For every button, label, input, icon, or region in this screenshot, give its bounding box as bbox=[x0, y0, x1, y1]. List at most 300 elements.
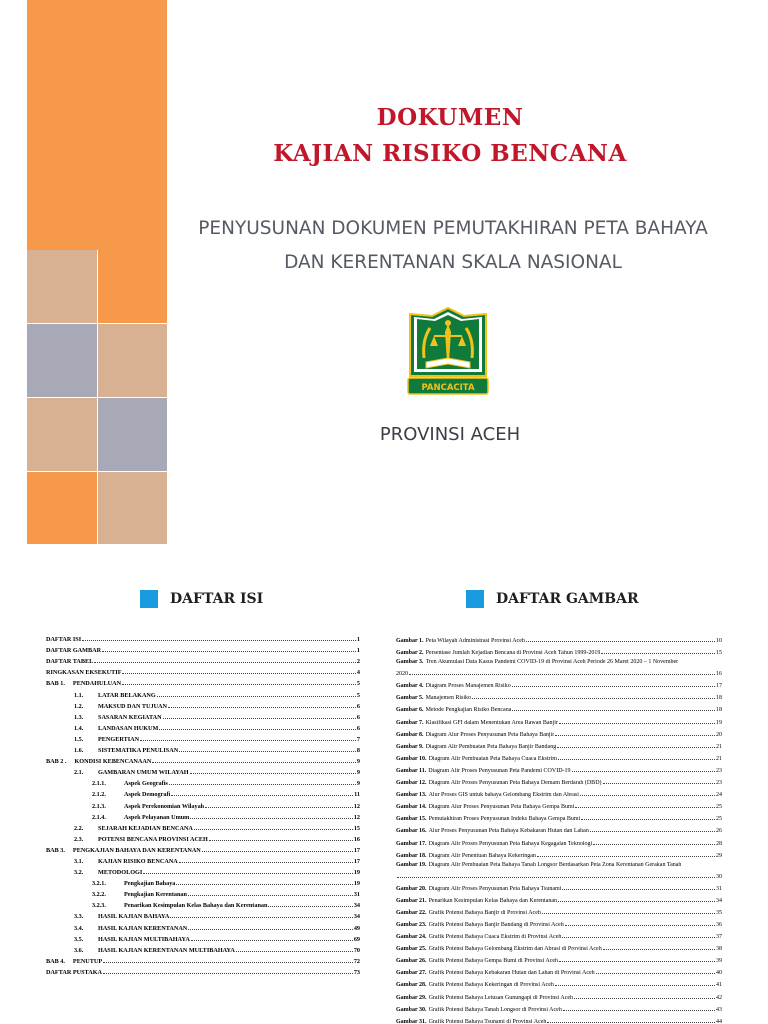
toc-entry-page: 17 bbox=[353, 857, 360, 865]
figure-caption: Grafik Potensi Bahaya Tanah Longsor di Provinsi Aceh bbox=[428, 1006, 562, 1013]
toc-entry-page: 5 bbox=[356, 691, 360, 699]
figure-caption: Diagram Alir Pembuatan Peta Bahaya Tanah Longsor Berdasarkan Peta Zona Kerentanan Gerakan Tanah bbox=[428, 861, 682, 868]
figure-page: 23 bbox=[716, 767, 722, 774]
dot-leader bbox=[397, 877, 715, 878]
figure-entry[interactable] bbox=[396, 1013, 722, 1024]
figure-page: 41 bbox=[716, 982, 722, 989]
figure-page: 15 bbox=[716, 650, 722, 657]
figure-caption: Grafik Potensi Bahaya Kekeringan di Provinsi Aceh bbox=[428, 982, 554, 989]
toc-entry[interactable] bbox=[46, 965, 360, 976]
figure-page: 23 bbox=[716, 780, 722, 787]
toc-entry[interactable] bbox=[46, 920, 360, 931]
figure-page: 35 bbox=[716, 909, 722, 916]
toc-entry-page: 15 bbox=[353, 824, 360, 832]
dot-leader bbox=[163, 718, 356, 719]
daftar-isi-heading bbox=[140, 590, 263, 608]
figure-page: 26 bbox=[716, 828, 722, 835]
figure-label: Gambar 26. bbox=[396, 958, 427, 965]
figure-label: Gambar 2. bbox=[396, 650, 424, 657]
dot-leader bbox=[601, 653, 715, 654]
dot-leader bbox=[562, 937, 715, 938]
dot-leader bbox=[159, 729, 356, 730]
toc-entry-number: 3.2. bbox=[74, 869, 84, 877]
dot-leader bbox=[82, 640, 356, 641]
figure-label: Gambar 25. bbox=[396, 946, 427, 953]
dot-leader bbox=[94, 662, 356, 663]
figure-label: Gambar 8. bbox=[396, 731, 424, 738]
figure-caption: Diagram Alir Penentuan Bahaya Kekeringan bbox=[428, 852, 536, 859]
toc-entry-page: 72 bbox=[353, 957, 360, 965]
toc-entry-label: DAFTAR ISI bbox=[46, 636, 82, 644]
figure-entry[interactable] bbox=[396, 726, 722, 738]
dot-leader bbox=[603, 783, 715, 784]
toc-entry-label: LATAR BELAKANG bbox=[98, 691, 156, 699]
dot-leader bbox=[575, 807, 715, 808]
figure-entry[interactable] bbox=[396, 952, 722, 964]
table-of-contents bbox=[46, 632, 360, 976]
dot-leader bbox=[565, 925, 715, 926]
figure-caption-continued: 2020 bbox=[396, 671, 408, 678]
toc-entry[interactable] bbox=[46, 732, 360, 743]
figure-label: Gambar 5. bbox=[396, 695, 424, 702]
toc-entry[interactable] bbox=[46, 687, 360, 698]
figure-caption: Persentase Jumlah Kejadian Bencana di Provinsi Aceh Tahun 1999-2019 bbox=[425, 650, 601, 657]
toc-entry-page: 12 bbox=[353, 813, 360, 821]
toc-entry-label: GAMBARAN UMUM WILAYAH bbox=[98, 769, 189, 777]
toc-entry[interactable] bbox=[46, 810, 360, 821]
toc-entry-label: MAKSUD DAN TUJUAN bbox=[98, 702, 167, 710]
dot-leader bbox=[409, 674, 715, 675]
toc-entry-page: 6 bbox=[356, 713, 360, 721]
figure-caption: Diagram Alir Proses Penyusunan Peta Bahaya Kegagalan Teknologi bbox=[428, 840, 593, 847]
dot-leader bbox=[179, 862, 353, 863]
figure-entry[interactable] bbox=[396, 750, 722, 762]
figure-entry[interactable] bbox=[396, 822, 722, 834]
toc-entry-number: 1.6. bbox=[74, 747, 84, 755]
toc-entry-page: 49 bbox=[353, 924, 360, 932]
dot-leader bbox=[593, 844, 715, 845]
toc-entry-page: 1 bbox=[356, 636, 360, 644]
dot-leader bbox=[122, 673, 355, 674]
dot-leader bbox=[580, 795, 715, 796]
dot-leader bbox=[194, 829, 353, 830]
dot-leader bbox=[171, 795, 353, 796]
toc-entry[interactable] bbox=[46, 676, 360, 687]
figure-entry[interactable] bbox=[396, 632, 722, 644]
toc-entry-number: 3.1. bbox=[74, 857, 84, 865]
dot-leader bbox=[542, 913, 715, 914]
toc-entry-label: HASIL KAJIAN KERENTANAN bbox=[98, 924, 188, 932]
toc-entry-number: 2.1.4. bbox=[92, 813, 106, 821]
figure-caption: Tren Akumulasi Data Kasus Pandemi COVID-19 di Provinsi Aceh Periode 26 Maret 2020 – 1 November bbox=[425, 659, 679, 666]
toc-entry[interactable] bbox=[46, 865, 360, 876]
toc-entry-label: Aspek Demografi bbox=[124, 791, 171, 799]
dot-leader bbox=[559, 723, 715, 724]
toc-entry-number: 3.2.2. bbox=[92, 891, 106, 899]
dot-leader bbox=[558, 759, 715, 760]
toc-entry-page: 16 bbox=[353, 835, 360, 843]
toc-entry[interactable] bbox=[46, 665, 360, 676]
figure-caption: Grafik Potensi Bahaya Cuaca Ekstrim di Provinsi Aceh bbox=[428, 934, 562, 941]
toc-entry-label: RINGKASAN EKSEKUTIF bbox=[46, 669, 122, 677]
toc-entry-number: 2.1.3. bbox=[92, 802, 106, 810]
figure-page: 37 bbox=[716, 934, 722, 941]
figure-label: Gambar 10. bbox=[396, 755, 427, 762]
dot-leader bbox=[102, 651, 356, 652]
figure-page: 17 bbox=[716, 683, 722, 690]
dot-leader bbox=[581, 819, 715, 820]
deco-tile-grey bbox=[98, 398, 167, 471]
figure-entry[interactable] bbox=[396, 644, 722, 656]
toc-entry-label: HASIL KAJIAN BAHAYA bbox=[98, 913, 170, 921]
dot-leader bbox=[574, 998, 715, 999]
toc-entry-number: 3.2.3. bbox=[92, 902, 106, 910]
figure-entry[interactable] bbox=[396, 798, 722, 810]
toc-entry-label: Aspek Geografis bbox=[124, 780, 168, 788]
figure-page: 42 bbox=[716, 994, 722, 1001]
figure-caption: Diagram Alir Pembuatan Peta Bahaya Banjir Bandang bbox=[425, 743, 557, 750]
toc-entry-page: 12 bbox=[353, 802, 360, 810]
dot-leader bbox=[168, 707, 356, 708]
figure-label: Gambar 30. bbox=[396, 1006, 427, 1013]
toc-entry-number: 2.3. bbox=[74, 835, 84, 843]
toc-entry-number: 3.3. bbox=[74, 913, 84, 921]
toc-entry-label: SISTEMATIKA PENULISAN bbox=[98, 747, 179, 755]
toc-entry-page: 9 bbox=[356, 769, 360, 777]
dot-leader bbox=[179, 751, 356, 752]
toc-entry[interactable] bbox=[46, 643, 360, 654]
figure-entry[interactable] bbox=[396, 988, 722, 1000]
dot-leader bbox=[472, 698, 715, 699]
toc-entry-label: DAFTAR PUSTAKA bbox=[46, 968, 102, 976]
figure-page: 30 bbox=[716, 873, 722, 880]
toc-entry-label: KAJIAN RISIKO BENCANA bbox=[98, 857, 178, 865]
figure-entry[interactable] bbox=[396, 713, 722, 725]
dot-leader bbox=[140, 740, 356, 741]
toc-entry[interactable] bbox=[46, 832, 360, 843]
toc-entry[interactable] bbox=[46, 765, 360, 776]
dot-leader bbox=[143, 873, 353, 874]
toc-entry[interactable] bbox=[46, 754, 360, 765]
toc-entry[interactable] bbox=[46, 699, 360, 710]
toc-entry-label: HASIL KAJIAN MULTIBAHAYA bbox=[98, 935, 190, 943]
figure-caption: Diagram Alur Proses Penyusunan Peta Bahaya Gempa Bumi bbox=[428, 804, 575, 811]
dot-leader bbox=[103, 962, 353, 963]
figure-entry[interactable] bbox=[396, 916, 722, 928]
figure-label: Gambar 13. bbox=[396, 792, 427, 799]
dot-leader bbox=[559, 961, 715, 962]
figure-label: Gambar 24. bbox=[396, 934, 427, 941]
figure-label: Gambar 14. bbox=[396, 804, 427, 811]
dot-leader bbox=[152, 762, 356, 763]
figure-caption: Grafik Potensi Bahaya Banjir Bandang di Provinsi Aceh bbox=[428, 921, 564, 928]
figure-label: Gambar 1. bbox=[396, 638, 424, 645]
toc-entry[interactable] bbox=[46, 743, 360, 754]
figure-page: 38 bbox=[716, 946, 722, 953]
figure-page: 21 bbox=[716, 755, 722, 762]
toc-entry[interactable] bbox=[46, 898, 360, 909]
toc-entry[interactable] bbox=[46, 787, 360, 798]
figure-entry[interactable] bbox=[396, 880, 722, 892]
figure-label: Gambar 11. bbox=[396, 767, 427, 774]
figure-label: Gambar 19. bbox=[396, 861, 427, 868]
toc-entry[interactable] bbox=[46, 843, 360, 854]
toc-entry-page: 6 bbox=[356, 702, 360, 710]
dot-leader bbox=[512, 710, 715, 711]
toc-entry-page: 7 bbox=[356, 735, 360, 743]
figure-entry[interactable] bbox=[396, 976, 722, 988]
figure-entry[interactable] bbox=[396, 847, 722, 859]
toc-entry-label: DAFTAR GAMBAR bbox=[46, 647, 102, 655]
figure-caption: Klasifikasi GFI dalam Menentukan Area Rawan Banjir bbox=[425, 719, 558, 726]
section-square-icon bbox=[140, 590, 158, 608]
toc-entry-label: POTENSI BENCANA PROVINSI ACEH bbox=[98, 835, 208, 843]
dot-leader bbox=[170, 917, 352, 918]
figure-page: 25 bbox=[716, 816, 722, 823]
toc-entry-number: 3.2.1. bbox=[92, 880, 106, 888]
deco-tile-tan bbox=[98, 472, 167, 544]
toc-entry-label: PENGKAJIAN BAHAYA DAN KERENTANAN bbox=[72, 846, 201, 854]
figure-label: Gambar 12. bbox=[396, 780, 427, 787]
figure-caption: Diagram Alir Proses Penyusunan Peta Pandemi COVID-19 bbox=[428, 767, 571, 774]
figure-entry[interactable] bbox=[396, 738, 722, 750]
toc-entry-number: 2.2. bbox=[74, 824, 84, 832]
figure-label: Gambar 27. bbox=[396, 970, 427, 977]
figure-caption: Diagram Alir Proses Penyusunan Peta Bahaya Demam Berdarah (DBD) bbox=[428, 780, 602, 787]
figure-entry[interactable] bbox=[396, 701, 722, 713]
toc-entry-number: 1.3. bbox=[74, 713, 84, 721]
figure-page: 18 bbox=[716, 695, 722, 702]
dot-leader bbox=[188, 895, 353, 896]
figure-page: 29 bbox=[716, 852, 722, 859]
dot-leader bbox=[572, 771, 715, 772]
deco-tile-tan bbox=[27, 250, 97, 323]
toc-entry[interactable] bbox=[46, 776, 360, 787]
toc-entry-page: 11 bbox=[354, 791, 360, 799]
dot-leader bbox=[190, 773, 356, 774]
figure-page: 16 bbox=[716, 671, 722, 678]
figure-caption: Alur Proses GIS untuk bahaya Gelombang Ekstrim dan Abrasi bbox=[428, 792, 579, 799]
toc-entry-number: 3.6. bbox=[74, 946, 84, 954]
figure-caption: Grafik Potensi Bahaya Letusan Gunungapi di Provinsi Aceh bbox=[428, 994, 574, 1001]
toc-entry-page: 19 bbox=[353, 869, 360, 877]
toc-entry-label: DAFTAR TABEL bbox=[46, 658, 94, 666]
dot-leader bbox=[188, 929, 353, 930]
figure-entry[interactable] bbox=[396, 810, 722, 822]
toc-entry[interactable] bbox=[46, 932, 360, 943]
figure-entry[interactable] bbox=[396, 904, 722, 916]
figure-page: 28 bbox=[716, 840, 722, 847]
figure-entry[interactable] bbox=[396, 859, 722, 880]
toc-entry[interactable] bbox=[46, 821, 360, 832]
toc-entry[interactable] bbox=[46, 654, 360, 665]
figure-entry[interactable] bbox=[396, 1001, 722, 1013]
figure-entry[interactable] bbox=[396, 774, 722, 786]
toc-entry[interactable] bbox=[46, 721, 360, 732]
figure-page: 20 bbox=[716, 731, 722, 738]
toc-entry-number: 1.5. bbox=[74, 735, 84, 743]
figure-page: 39 bbox=[716, 958, 722, 965]
dot-leader bbox=[191, 940, 353, 941]
figure-entry[interactable] bbox=[396, 689, 722, 701]
deco-tile-tan bbox=[98, 324, 167, 397]
figure-page: 31 bbox=[716, 885, 722, 892]
toc-entry-number: 2.1.1. bbox=[92, 780, 106, 788]
figure-label: Gambar 23. bbox=[396, 921, 427, 928]
toc-entry-number: BAB 4. bbox=[46, 957, 65, 965]
dot-leader bbox=[190, 818, 352, 819]
daftar-gambar-heading bbox=[466, 590, 639, 608]
deco-tile-grey bbox=[27, 324, 97, 397]
toc-entry-label: SEJARAH KEJADIAN BENCANA bbox=[98, 824, 193, 832]
figure-label: Gambar 22. bbox=[396, 909, 427, 916]
figure-entry[interactable] bbox=[396, 964, 722, 976]
figure-label: Gambar 7. bbox=[396, 719, 424, 726]
toc-entry-number: 1.2. bbox=[74, 702, 84, 710]
daftar-isi-title: DAFTAR ISI bbox=[170, 591, 264, 607]
figure-page: 40 bbox=[716, 970, 722, 977]
toc-entry-page: 31 bbox=[353, 891, 360, 899]
figure-caption: Grafik Potensi Bahaya Tsunami di Provinsi Aceh bbox=[428, 1018, 547, 1024]
dot-leader bbox=[555, 735, 715, 736]
figure-page: 24 bbox=[716, 792, 722, 799]
toc-entry[interactable] bbox=[46, 887, 360, 898]
figure-entry[interactable] bbox=[396, 656, 722, 677]
toc-entry-page: 70 bbox=[353, 946, 360, 954]
toc-entry-page: 5 bbox=[356, 680, 360, 688]
figure-caption: Alur Proses Penyusunan Peta Bahaya Kebakaran Hutan dan Lahan bbox=[428, 828, 589, 835]
figure-label: Gambar 15. bbox=[396, 816, 427, 823]
figure-label: Gambar 21. bbox=[396, 897, 427, 904]
figure-page: 10 bbox=[716, 638, 722, 645]
document-subtitle-line1: PENYUSUNAN DOKUMEN PEMUTAKHIRAN PETA BAHAYA bbox=[198, 218, 708, 239]
figure-label: Gambar 20. bbox=[396, 885, 427, 892]
toc-entry-number: 3.4. bbox=[74, 924, 84, 932]
deco-tile-orange bbox=[98, 250, 167, 323]
dot-leader bbox=[558, 901, 715, 902]
daftar-gambar-title: DAFTAR GAMBAR bbox=[496, 591, 639, 607]
toc-entry-page: 19 bbox=[353, 880, 360, 888]
figure-label: Gambar 16. bbox=[396, 828, 427, 835]
dot-leader bbox=[157, 696, 356, 697]
figure-caption: Grafik Potensi Bahaya Gempa Bumi di Provinsi Aceh bbox=[428, 958, 559, 965]
dot-leader bbox=[547, 1022, 715, 1023]
dot-leader bbox=[603, 949, 715, 950]
document-title-line2: KAJIAN RISIKO BENCANA bbox=[273, 140, 627, 167]
figure-caption: Grafik Potensi Bahaya Kebakaran Hutan dan Lahan di Provinsi Aceh bbox=[428, 970, 595, 977]
toc-entry[interactable] bbox=[46, 710, 360, 721]
figure-caption: Diagram Alir Proses Penyusunan Peta Bahaya Tsunami bbox=[428, 885, 562, 892]
figure-entry[interactable] bbox=[396, 928, 722, 940]
dot-leader bbox=[103, 973, 353, 974]
dot-leader bbox=[557, 747, 715, 748]
figure-entry[interactable] bbox=[396, 940, 722, 952]
deco-tile-orange bbox=[27, 472, 97, 544]
toc-entry-label: PENUTUP bbox=[72, 957, 103, 965]
toc-entry[interactable] bbox=[46, 632, 360, 643]
toc-entry-number: BAB 1. bbox=[46, 680, 65, 688]
toc-entry-page: 1 bbox=[356, 647, 360, 655]
toc-entry-page: 9 bbox=[356, 758, 360, 766]
toc-entry-label: HASIL KAJIAN KERENTANAN MULTIBAHAYA bbox=[98, 946, 235, 954]
dot-leader bbox=[122, 684, 356, 685]
toc-entry-label: PENDAHULUAN bbox=[72, 680, 122, 688]
figure-entry[interactable] bbox=[396, 762, 722, 774]
figure-page: 21 bbox=[716, 743, 722, 750]
toc-entry[interactable] bbox=[46, 876, 360, 887]
dot-leader bbox=[526, 641, 715, 642]
dot-leader bbox=[236, 951, 353, 952]
figure-entry[interactable] bbox=[396, 677, 722, 689]
toc-entry-label: Aspek Pelayanan Umum bbox=[124, 813, 190, 821]
toc-entry-page: 34 bbox=[353, 902, 360, 910]
figure-caption: Grafik Potensi Bahaya Banjir di Provinsi Aceh bbox=[428, 909, 541, 916]
deco-tile-orange-tall bbox=[27, 0, 167, 250]
figure-label: Gambar 18. bbox=[396, 852, 427, 859]
dot-leader bbox=[205, 807, 353, 808]
figure-caption: Peta Wilayah Administrasi Provinsi Aceh bbox=[425, 638, 525, 645]
toc-entry-label: METODOLOGI bbox=[98, 869, 143, 877]
figure-label: Gambar 28. bbox=[396, 982, 427, 989]
figure-entry[interactable] bbox=[396, 834, 722, 846]
figure-caption: Diagram Alir Pembuatan Peta Bahaya Cuaca Ekstrim bbox=[428, 755, 557, 762]
dot-leader bbox=[268, 906, 352, 907]
toc-entry-page: 9 bbox=[356, 780, 360, 788]
toc-entry-page: 2 bbox=[356, 658, 360, 666]
dot-leader bbox=[563, 1010, 715, 1011]
figure-page: 25 bbox=[716, 804, 722, 811]
list-of-figures bbox=[396, 632, 722, 1024]
toc-entry-page: 73 bbox=[353, 968, 360, 976]
figure-page: 36 bbox=[716, 921, 722, 928]
figure-caption: Diagram Proses Manajemen Risiko bbox=[425, 683, 511, 690]
figure-caption: Manajemen Risiko bbox=[425, 695, 472, 702]
toc-entry-label: Pengkajian Bahaya bbox=[124, 880, 176, 888]
figure-entry[interactable] bbox=[396, 786, 722, 798]
toc-entry-page: 6 bbox=[356, 724, 360, 732]
dot-leader bbox=[590, 831, 715, 832]
figure-entry[interactable] bbox=[396, 892, 722, 904]
toc-entry-number: BAB 3. bbox=[46, 846, 65, 854]
toc-entry-label: Penarikan Kesimpulan Kelas Bahaya dan Kerentanan bbox=[124, 902, 268, 910]
toc-entry-number: 2.1.2. bbox=[92, 791, 106, 799]
figure-caption: Pemutakhiran Proses Penyusunan Indeks Bahaya Gempa Bumi bbox=[428, 816, 581, 823]
toc-entry-page: 34 bbox=[353, 913, 360, 921]
toc-entry-label: Aspek Perekonomian Wilayah bbox=[124, 802, 205, 810]
toc-entry[interactable] bbox=[46, 798, 360, 809]
toc-entry-page: 4 bbox=[356, 669, 360, 677]
document-subtitle-line2: DAN KERENTANAN SKALA NASIONAL bbox=[284, 252, 622, 273]
toc-entry[interactable] bbox=[46, 909, 360, 920]
figure-caption: Metode Pengkajian Risiko Bencana bbox=[425, 707, 512, 714]
toc-entry-number: 3.5. bbox=[74, 935, 84, 943]
aceh-emblem-logo bbox=[406, 306, 490, 402]
figure-label: Gambar 9. bbox=[396, 743, 424, 750]
document-title-line1: DOKUMEN bbox=[376, 104, 524, 131]
figure-page: 44 bbox=[716, 1018, 722, 1024]
dot-leader bbox=[202, 851, 353, 852]
toc-entry[interactable] bbox=[46, 943, 360, 954]
toc-entry[interactable] bbox=[46, 954, 360, 965]
figure-label: Gambar 17. bbox=[396, 840, 427, 847]
dot-leader bbox=[562, 889, 715, 890]
toc-entry[interactable] bbox=[46, 854, 360, 865]
toc-entry-label: PENGERTIAN bbox=[98, 735, 140, 743]
toc-entry-page: 69 bbox=[353, 935, 360, 943]
dot-leader bbox=[176, 884, 352, 885]
figure-caption: Grafik Potensi Bahaya Gelombang Ekstrim dan Abrasi di Provinsi Aceh bbox=[428, 946, 602, 953]
figure-label: Gambar 6. bbox=[396, 707, 424, 714]
